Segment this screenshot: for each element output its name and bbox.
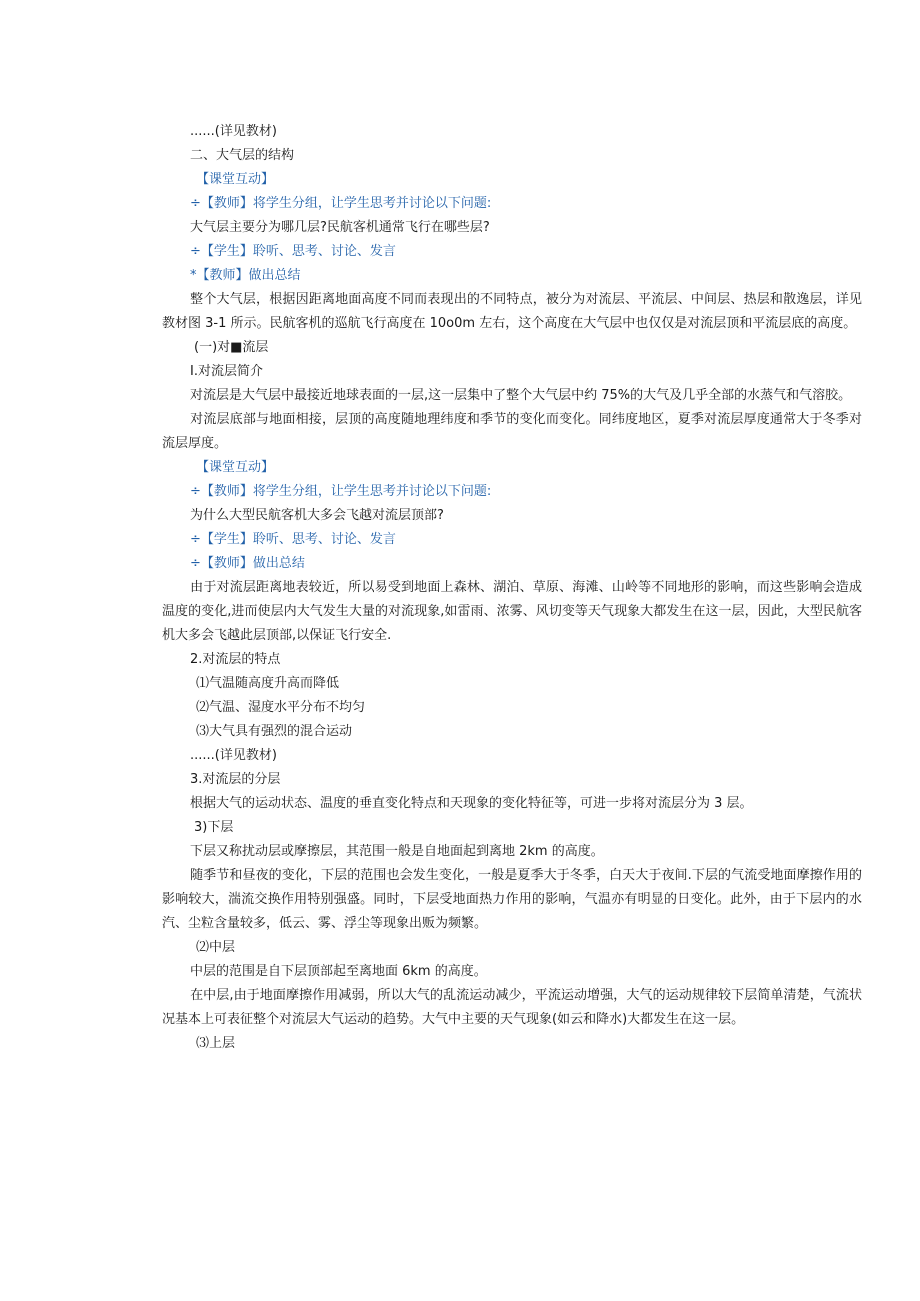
discussion-question: 大气层主要分为哪几层?民航客机通常飞行在哪些层? [190, 220, 490, 235]
text-line: ......(详见教材) [190, 748, 277, 763]
paragraph: 由于对流层距离地表较近，所以易受到地面上森林、湖泊、草原、海滩、山岭等不同地形的影响，而这些影响会造成温度的变化,进而使层内大气发生大量的对流现象,如雷雨、浓雾、风切变等天气现象大都发生在这一层，因此，大型民航客机大多会飞越此层顶部,以保证飞行安全. [162, 580, 862, 643]
list-item: 3)下层 [194, 820, 234, 835]
subsection-heading: (一)对■流层 [194, 340, 269, 355]
list-item: ⑶上层 [196, 1036, 236, 1051]
numbered-heading: I.对流层简介 [190, 364, 263, 379]
paragraph: 下层又称扰动层或摩擦层，其范围一般是自地面起到离地 2km 的高度。 [190, 844, 604, 859]
list-item: ⑶大气具有强烈的混合运动 [196, 724, 353, 739]
student-activity: ÷【学生】聆听、思考、讨论、发言 [190, 532, 396, 547]
list-item: ⑵中层 [196, 940, 236, 955]
student-activity: ÷【学生】聆听、思考、讨论、发言 [190, 244, 396, 259]
numbered-heading: 2.对流层的特点 [190, 652, 281, 667]
text-line: ......(详见教材) [190, 124, 277, 139]
paragraph: 中层的范围是自下层顶部起至离地面 6km 的高度。 [190, 964, 487, 979]
section-heading: 二、大气层的结构 [190, 148, 295, 163]
classroom-interaction-label: 【课堂互动】 [196, 172, 275, 187]
teacher-summary: ÷【教师】做出总结 [190, 556, 305, 571]
teacher-instruction: ÷【教师】将学生分组，让学生思考并讨论以下问题: [190, 484, 492, 499]
numbered-heading: 3.对流层的分层 [190, 772, 281, 787]
classroom-interaction-label: 【课堂互动】 [196, 460, 275, 475]
list-item: ⑴气温随高度升高而降低 [196, 676, 340, 691]
paragraph: 对流层是大气层中最接近地球表面的一层,这一层集中了整个大气层中约 75%的大气及几乎全部的水蒸气和气溶胶。 [190, 388, 852, 403]
teacher-summary: *【教师】做出总结 [190, 268, 301, 283]
paragraph: 根据大气的运动状态、温度的垂直变化特点和天现象的变化特征等，可进一步将对流层分为 3 层。 [190, 796, 753, 811]
paragraph: 对流层底部与地面相接，层顶的高度随地理纬度和季节的变化而变化。同纬度地区，夏季对流层厚度通常大于冬季对流层厚度。 [162, 412, 862, 451]
teacher-instruction: ÷【教师】将学生分组，让学生思考并讨论以下问题: [190, 196, 492, 211]
paragraph: 整个大气层，根据因距离地面高度不同而表现出的不同特点，被分为对流层、平流层、中间层、热层和散逸层，详见教材图 3-1 所示。民航客机的巡航飞行高度在 10o0m 左右，这个高度在大气层中也仅仅是对流层顶和平流层底的高度。 [162, 292, 862, 331]
list-item: ⑵气温、湿度水平分布不均匀 [196, 700, 366, 715]
paragraph: 随季节和昼夜的变化，下层的范围也会发生变化，一般是夏季大于冬季，白天大于夜间.下层的气流受地面摩擦作用的影响较大，湍流交换作用特别强盛。同时，下层受地面热力作用的影响，气温亦有明显的日变化。此外，由于下层内的水汽、尘粒含量较多，低云、雾、浮尘等现象出贩为频繁。 [162, 868, 862, 931]
discussion-question: 为什么大型民航客机大多会飞越对流层顶部? [190, 508, 444, 523]
paragraph: 在中层,由于地面摩擦作用减弱，所以大气的乱流运动减少，平流运动增强，大气的运动规律较下层简单清楚，气流状况基本上可表征整个对流层大气运动的趋势。大气中主要的天气现象(如云和降水)大都发生在这一层。 [162, 988, 862, 1027]
